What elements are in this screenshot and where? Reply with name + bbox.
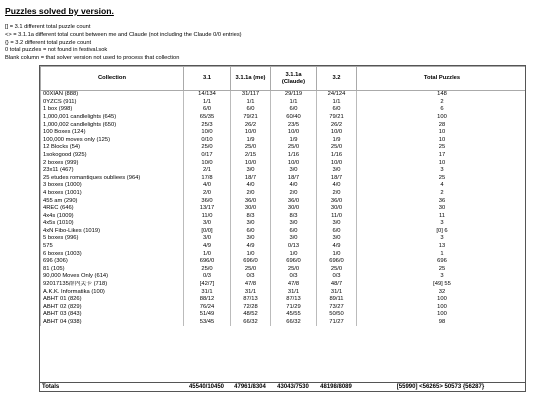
table-row bbox=[41, 197, 527, 205]
v32-cell: 696/0 bbox=[317, 258, 357, 266]
collection-cell: 4x4s (1009) bbox=[41, 213, 184, 221]
totals-row bbox=[40, 382, 525, 391]
total-cell: 17 bbox=[357, 152, 527, 160]
v311a-me-cell: 48/52 bbox=[231, 311, 271, 319]
collection-cell: 2 boxes (999) bbox=[41, 159, 184, 167]
v311a-me-cell: 2/15 bbox=[231, 152, 271, 160]
collection-cell: 12 Blocks (54) bbox=[41, 144, 184, 152]
v311a-claude-cell: 1/16 bbox=[271, 152, 317, 160]
v31-cell: 0/3 bbox=[184, 273, 231, 281]
total-cell: 11 bbox=[357, 213, 527, 221]
v311a-me-cell: 87/13 bbox=[231, 296, 271, 304]
total-cell: 4 bbox=[357, 182, 527, 190]
v32-cell: 2/0 bbox=[317, 190, 357, 198]
total-cell: 30 bbox=[357, 205, 527, 213]
total-cell: 3 bbox=[357, 235, 527, 243]
legend-line: 0 total puzzles = not found in festival.sok bbox=[5, 47, 108, 54]
v31-cell: 1/1 bbox=[184, 99, 231, 107]
v311a-me-cell: 31/1 bbox=[231, 288, 271, 296]
total-cell: 100 bbox=[357, 304, 527, 312]
collection-cell: ABHT 03 (843) bbox=[41, 311, 184, 319]
total-cell: 2 bbox=[357, 190, 527, 198]
collection-cell: 23x11 (467) bbox=[41, 167, 184, 175]
table-row bbox=[41, 91, 527, 99]
table-row bbox=[41, 106, 527, 114]
total-cell: 2 bbox=[357, 99, 527, 107]
v32-cell: 25/0 bbox=[317, 266, 357, 274]
collection-cell: ABHT 04 (938) bbox=[41, 319, 184, 327]
table-row bbox=[41, 281, 527, 289]
total-cell: 100 bbox=[357, 296, 527, 304]
v311a-claude-cell: 0/3 bbox=[271, 273, 317, 281]
table-row bbox=[41, 250, 527, 258]
table-row bbox=[41, 159, 527, 167]
v311a-claude-cell: 47/8 bbox=[271, 281, 317, 289]
v311a-me-cell: 79/21 bbox=[231, 114, 271, 122]
v31-cell: 696/0 bbox=[184, 258, 231, 266]
v32-cell: 1/1 bbox=[317, 99, 357, 107]
total-cell: 98 bbox=[357, 319, 527, 327]
table-row bbox=[41, 167, 527, 175]
total-cell: 100 bbox=[357, 114, 527, 122]
table-row bbox=[41, 243, 527, 251]
collection-cell: 5 boxes (996) bbox=[41, 235, 184, 243]
collection-cell: 1 box (998) bbox=[41, 106, 184, 114]
v311a-claude-cell: 31/1 bbox=[271, 288, 317, 296]
header-row bbox=[41, 67, 527, 91]
v32-cell: 26/2 bbox=[317, 121, 357, 129]
total-cell: 28 bbox=[357, 121, 527, 129]
total-cell: 13 bbox=[357, 243, 527, 251]
v311a-claude-cell: 6/0 bbox=[271, 106, 317, 114]
v311a-me-cell: 10/0 bbox=[231, 129, 271, 137]
v31-cell: 4/9 bbox=[184, 243, 231, 251]
v32-cell: 1/9 bbox=[317, 137, 357, 145]
table-row bbox=[41, 213, 527, 221]
v32-cell: 89/11 bbox=[317, 296, 357, 304]
v311a-me-cell: 2/0 bbox=[231, 190, 271, 198]
v32-cell: 24/124 bbox=[317, 91, 357, 99]
v32-cell: 31/1 bbox=[317, 288, 357, 296]
collection-cell: 1sokogood (925) bbox=[41, 152, 184, 160]
table-row bbox=[41, 182, 527, 190]
v311a-claude-cell: 8/3 bbox=[271, 213, 317, 221]
collection-cell: 575 bbox=[41, 243, 184, 251]
collection-cell: 4 boxes (1001) bbox=[41, 190, 184, 198]
header-v311a-claude bbox=[271, 67, 317, 91]
v32-cell: 30/0 bbox=[317, 205, 357, 213]
table-row bbox=[41, 296, 527, 304]
collection-cell: 90,000 Moves Only (614) bbox=[41, 273, 184, 281]
v311a-claude-cell: 87/13 bbox=[271, 296, 317, 304]
v31-cell: [0/0] bbox=[184, 228, 231, 236]
v31-cell: 53/45 bbox=[184, 319, 231, 327]
v311a-me-cell: 696/0 bbox=[231, 258, 271, 266]
total-cell: 32 bbox=[357, 288, 527, 296]
v32-cell: 1/0 bbox=[317, 250, 357, 258]
v31-cell: 31/1 bbox=[184, 288, 231, 296]
total-cell: [49] 55 bbox=[357, 281, 527, 289]
header-v311a-claude-line1: 3.1.1a bbox=[285, 72, 302, 79]
v311a-me-cell: 1/1 bbox=[231, 99, 271, 107]
v32-cell: 6/0 bbox=[317, 228, 357, 236]
collection-cell: 100,000 moves only (125) bbox=[41, 137, 184, 145]
v31-cell: 14/134 bbox=[184, 91, 231, 99]
table-row bbox=[41, 137, 527, 145]
v311a-me-cell: 31/117 bbox=[231, 91, 271, 99]
v311a-claude-cell: 71/29 bbox=[271, 304, 317, 312]
v31-cell: 88/12 bbox=[184, 296, 231, 304]
collection-cell: 1,000,002 candlelights (650) bbox=[41, 121, 184, 129]
v31-cell: 11/0 bbox=[184, 213, 231, 221]
totals-v32: 48198/8089 bbox=[320, 384, 352, 390]
collection-cell: 6 boxes (1003) bbox=[41, 250, 184, 258]
page-title: Puzzles solved by version. bbox=[5, 6, 114, 16]
header-total-puzzles: Total Puzzles bbox=[357, 67, 527, 91]
collection-cell: 25 etudes romantiques oubliees (964) bbox=[41, 175, 184, 183]
v31-cell: 51/49 bbox=[184, 311, 231, 319]
table-row bbox=[41, 319, 527, 327]
total-cell: 6 bbox=[357, 106, 527, 114]
v311a-claude-cell: 36/0 bbox=[271, 197, 317, 205]
table-row bbox=[41, 311, 527, 319]
v32-cell: 36/0 bbox=[317, 197, 357, 205]
v311a-claude-cell: 30/0 bbox=[271, 205, 317, 213]
v311a-claude-cell: 2/0 bbox=[271, 190, 317, 198]
total-cell: 100 bbox=[357, 311, 527, 319]
v311a-claude-cell: 1/0 bbox=[271, 250, 317, 258]
v32-cell: 71/27 bbox=[317, 319, 357, 327]
table-row bbox=[41, 220, 527, 228]
v311a-claude-cell: 10/0 bbox=[271, 129, 317, 137]
total-cell: 3 bbox=[357, 167, 527, 175]
puzzles-table-container bbox=[39, 65, 526, 392]
v31-cell: 25/0 bbox=[184, 144, 231, 152]
v31-cell: 1/0 bbox=[184, 250, 231, 258]
v311a-claude-cell: 3/0 bbox=[271, 167, 317, 175]
v31-cell: 2/0 bbox=[184, 190, 231, 198]
v32-cell: 25/0 bbox=[317, 144, 357, 152]
collection-cell: 0YZCS (911) bbox=[41, 99, 184, 107]
v311a-claude-cell: 4/0 bbox=[271, 182, 317, 190]
v31-cell: 36/0 bbox=[184, 197, 231, 205]
v311a-claude-cell: 25/0 bbox=[271, 144, 317, 152]
v32-cell: 3/0 bbox=[317, 220, 357, 228]
table-body bbox=[41, 91, 527, 327]
puzzles-table bbox=[40, 66, 526, 326]
v311a-me-cell: 1/0 bbox=[231, 250, 271, 258]
table-row bbox=[41, 266, 527, 274]
v31-cell: 0/10 bbox=[184, 137, 231, 145]
v311a-claude-cell: 10/0 bbox=[271, 159, 317, 167]
total-cell: 36 bbox=[357, 197, 527, 205]
table-row bbox=[41, 273, 527, 281]
collection-cell: 4x5s (1010) bbox=[41, 220, 184, 228]
v311a-claude-cell: 3/0 bbox=[271, 220, 317, 228]
v32-cell: 73/27 bbox=[317, 304, 357, 312]
totals-total: [55990] <56265> 50573 {56287} bbox=[396, 384, 485, 390]
v32-cell: 0/3 bbox=[317, 273, 357, 281]
header-v31: 3.1 bbox=[184, 67, 231, 91]
v311a-claude-cell: 66/32 bbox=[271, 319, 317, 327]
table-row bbox=[41, 288, 527, 296]
collection-cell: 00XIAN (888) bbox=[41, 91, 184, 99]
table-row bbox=[41, 144, 527, 152]
table-row bbox=[41, 114, 527, 122]
v32-cell: 18/7 bbox=[317, 175, 357, 183]
v311a-me-cell: 66/32 bbox=[231, 319, 271, 327]
v311a-claude-cell: 6/0 bbox=[271, 228, 317, 236]
totals-v31: 45540/10450 bbox=[188, 384, 225, 390]
v31-cell: 25/0 bbox=[184, 266, 231, 274]
header-v32: 3.2 bbox=[317, 67, 357, 91]
v32-cell: 4/9 bbox=[317, 243, 357, 251]
collection-cell: 100 Boxes (124) bbox=[41, 129, 184, 137]
collection-cell: 1,000,001 candlelights (645) bbox=[41, 114, 184, 122]
table-row bbox=[41, 228, 527, 236]
collection-cell: ABHT 02 (829) bbox=[41, 304, 184, 312]
total-cell: 3 bbox=[357, 220, 527, 228]
totals-v311a-claude: 43043/7530 bbox=[277, 384, 309, 390]
v31-cell: 3/0 bbox=[184, 235, 231, 243]
v311a-me-cell: 3/0 bbox=[231, 235, 271, 243]
legend-line: Blank column = that solver version not used to process that collection bbox=[5, 55, 180, 62]
v311a-claude-cell: 45/55 bbox=[271, 311, 317, 319]
total-cell: 1 bbox=[357, 250, 527, 258]
collection-cell: 4xN Fibo-Likes (1019) bbox=[41, 228, 184, 236]
v31-cell: 4/0 bbox=[184, 182, 231, 190]
v31-cell: 13/17 bbox=[184, 205, 231, 213]
collection-cell: A.K.K. Informatika (100) bbox=[41, 288, 184, 296]
v31-cell: 17/8 bbox=[184, 175, 231, 183]
total-cell: 10 bbox=[357, 129, 527, 137]
v311a-claude-cell: 1/1 bbox=[271, 99, 317, 107]
table-row bbox=[41, 205, 527, 213]
v311a-me-cell: 0/3 bbox=[231, 273, 271, 281]
total-cell: 25 bbox=[357, 144, 527, 152]
total-cell: 3 bbox=[357, 273, 527, 281]
v311a-claude-cell: 23/5 bbox=[271, 121, 317, 129]
v311a-me-cell: 4/9 bbox=[231, 243, 271, 251]
v311a-me-cell: 8/3 bbox=[231, 213, 271, 221]
header-v311a-claude-line2: (Claude) bbox=[281, 78, 306, 85]
total-cell: 696 bbox=[357, 258, 527, 266]
v311a-claude-cell: 29/119 bbox=[271, 91, 317, 99]
v32-cell: 48/7 bbox=[317, 281, 357, 289]
collection-cell: ABHT 01 (826) bbox=[41, 296, 184, 304]
v311a-me-cell: 6/0 bbox=[231, 106, 271, 114]
collection-cell: 696 (306) bbox=[41, 258, 184, 266]
v311a-me-cell: 3/0 bbox=[231, 167, 271, 175]
v32-cell: 4/0 bbox=[317, 182, 357, 190]
v311a-me-cell: 47/8 bbox=[231, 281, 271, 289]
total-cell: 25 bbox=[357, 266, 527, 274]
v32-cell: 10/0 bbox=[317, 129, 357, 137]
v311a-claude-cell: 1/9 bbox=[271, 137, 317, 145]
v31-cell: 76/24 bbox=[184, 304, 231, 312]
header-collection: Collection bbox=[41, 67, 184, 91]
v311a-me-cell: 3/0 bbox=[231, 220, 271, 228]
v32-cell: 3/0 bbox=[317, 167, 357, 175]
v31-cell: [42/7] bbox=[184, 281, 231, 289]
v311a-me-cell: 25/0 bbox=[231, 266, 271, 274]
v31-cell: 6/0 bbox=[184, 106, 231, 114]
table-row bbox=[41, 121, 527, 129]
v311a-me-cell: 26/2 bbox=[231, 121, 271, 129]
legend-line: {} = 3.2 different total puzzle count bbox=[5, 39, 92, 46]
v311a-claude-cell: 3/0 bbox=[271, 235, 317, 243]
collection-cell: 3 boxes (1000) bbox=[41, 182, 184, 190]
v311a-me-cell: 72/28 bbox=[231, 304, 271, 312]
table-row bbox=[41, 304, 527, 312]
total-cell: 10 bbox=[357, 159, 527, 167]
legend-line: [] = 3.1 different total puzzle count bbox=[5, 24, 91, 30]
v31-cell: 25/3 bbox=[184, 121, 231, 129]
table-row bbox=[41, 235, 527, 243]
totals-v311a-me: 47961/8304 bbox=[234, 384, 266, 390]
v311a-me-cell: 18/7 bbox=[231, 175, 271, 183]
v32-cell: 11/0 bbox=[317, 213, 357, 221]
v311a-me-cell: 25/0 bbox=[231, 144, 271, 152]
table-row bbox=[41, 175, 527, 183]
v311a-me-cell: 30/0 bbox=[231, 205, 271, 213]
collection-cell: 455 am (290) bbox=[41, 197, 184, 205]
v311a-me-cell: 1/9 bbox=[231, 137, 271, 145]
collection-cell: 92017135群内关卡 (718) bbox=[41, 281, 184, 289]
v311a-me-cell: 36/0 bbox=[231, 197, 271, 205]
v311a-claude-cell: 696/0 bbox=[271, 258, 317, 266]
v32-cell: 6/0 bbox=[317, 106, 357, 114]
table-row bbox=[41, 152, 527, 160]
table-row bbox=[41, 190, 527, 198]
v32-cell: 10/0 bbox=[317, 159, 357, 167]
total-cell: 10 bbox=[357, 137, 527, 145]
collection-cell: 81 (105) bbox=[41, 266, 184, 274]
v31-cell: 10/0 bbox=[184, 129, 231, 137]
v32-cell: 50/50 bbox=[317, 311, 357, 319]
v32-cell: 3/0 bbox=[317, 235, 357, 243]
legend-line: <> = 3.1.1a different total count between me and Claude (not including the Claude 0/0 entries) bbox=[5, 31, 242, 38]
v31-cell: 65/35 bbox=[184, 114, 231, 122]
v31-cell: 0/17 bbox=[184, 152, 231, 160]
collection-cell: 4REC (646) bbox=[41, 205, 184, 213]
header-v311a-me: 3.1.1a (me) bbox=[231, 67, 271, 91]
v311a-me-cell: 4/0 bbox=[231, 182, 271, 190]
v31-cell: 3/0 bbox=[184, 220, 231, 228]
table-row bbox=[41, 129, 527, 137]
v311a-me-cell: 10/0 bbox=[231, 159, 271, 167]
v311a-claude-cell: 60/40 bbox=[271, 114, 317, 122]
table-row bbox=[41, 258, 527, 266]
totals-label: Totals bbox=[42, 384, 60, 390]
v311a-claude-cell: 18/7 bbox=[271, 175, 317, 183]
total-cell: 148 bbox=[357, 91, 527, 99]
legend bbox=[5, 24, 242, 63]
v32-cell: 79/21 bbox=[317, 114, 357, 122]
total-cell: 25 bbox=[357, 175, 527, 183]
v32-cell: 1/16 bbox=[317, 152, 357, 160]
v31-cell: 2/1 bbox=[184, 167, 231, 175]
v31-cell: 10/0 bbox=[184, 159, 231, 167]
v311a-me-cell: 6/0 bbox=[231, 228, 271, 236]
table-row bbox=[41, 99, 527, 107]
v311a-claude-cell: 0/13 bbox=[271, 243, 317, 251]
total-cell: [0] 6 bbox=[357, 228, 527, 236]
v311a-claude-cell: 25/0 bbox=[271, 266, 317, 274]
